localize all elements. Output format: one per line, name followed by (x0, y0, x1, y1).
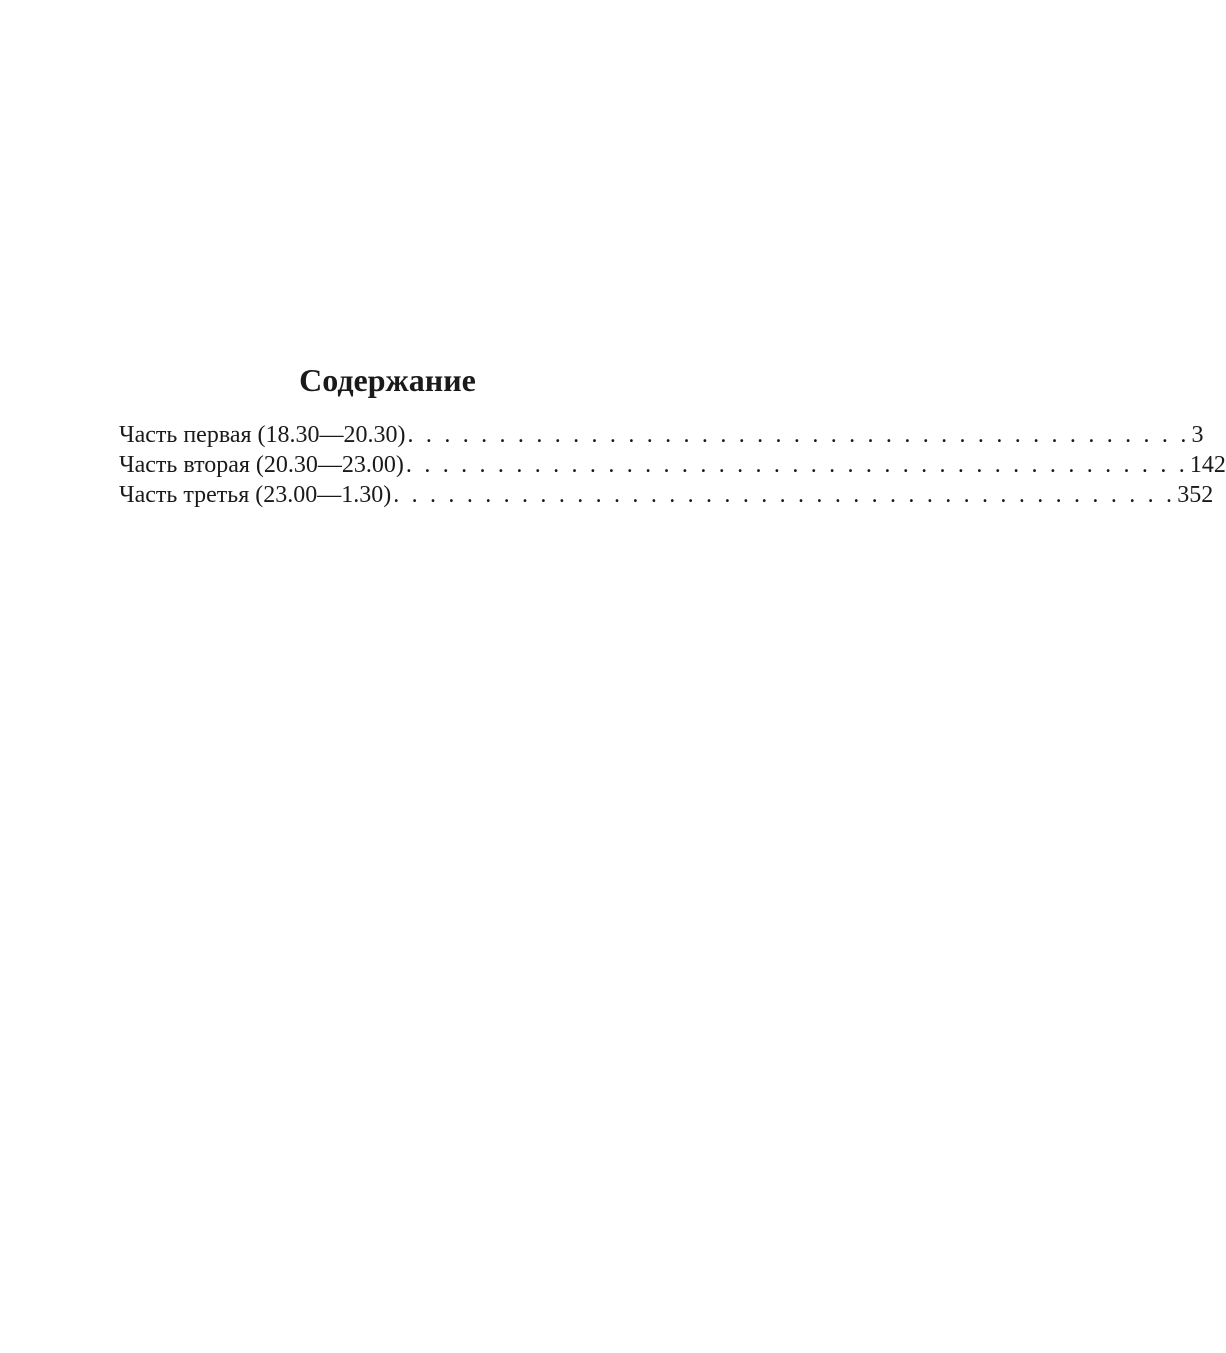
toc-entry[interactable] (119, 480, 1214, 510)
toc-dot-leader: . . . . . . . . . . . . . . . . . . . . . . . . . . . . . . . . . . . . . . . . . . . (405, 452, 1188, 478)
toc-entry[interactable] (119, 420, 1204, 450)
toc-title: Содержание (299, 362, 476, 398)
toc-entry-label: Часть вторая (20.30—23.00) (119, 452, 404, 478)
table-of-contents (119, 360, 1226, 510)
toc-dot-leader: . . . . . . . . . . . . . . . . . . . . . . . . . . . . . . . . . . . . . . . . . . . (393, 482, 1176, 508)
toc-entry-label: Часть первая (18.30—20.30) (119, 422, 406, 448)
toc-entry-label: Часть третья (23.00—1.30) (119, 482, 392, 508)
toc-entry-page: 352 (1177, 482, 1214, 508)
toc-entry-page: 3 (1191, 422, 1204, 448)
toc-entry-page: 142 (1189, 452, 1226, 478)
toc-entry[interactable] (119, 450, 1226, 480)
toc-dot-leader: . . . . . . . . . . . . . . . . . . . . . . . . . . . . . . . . . . . . . . . . . . . (407, 422, 1190, 448)
toc-list (119, 420, 1226, 510)
